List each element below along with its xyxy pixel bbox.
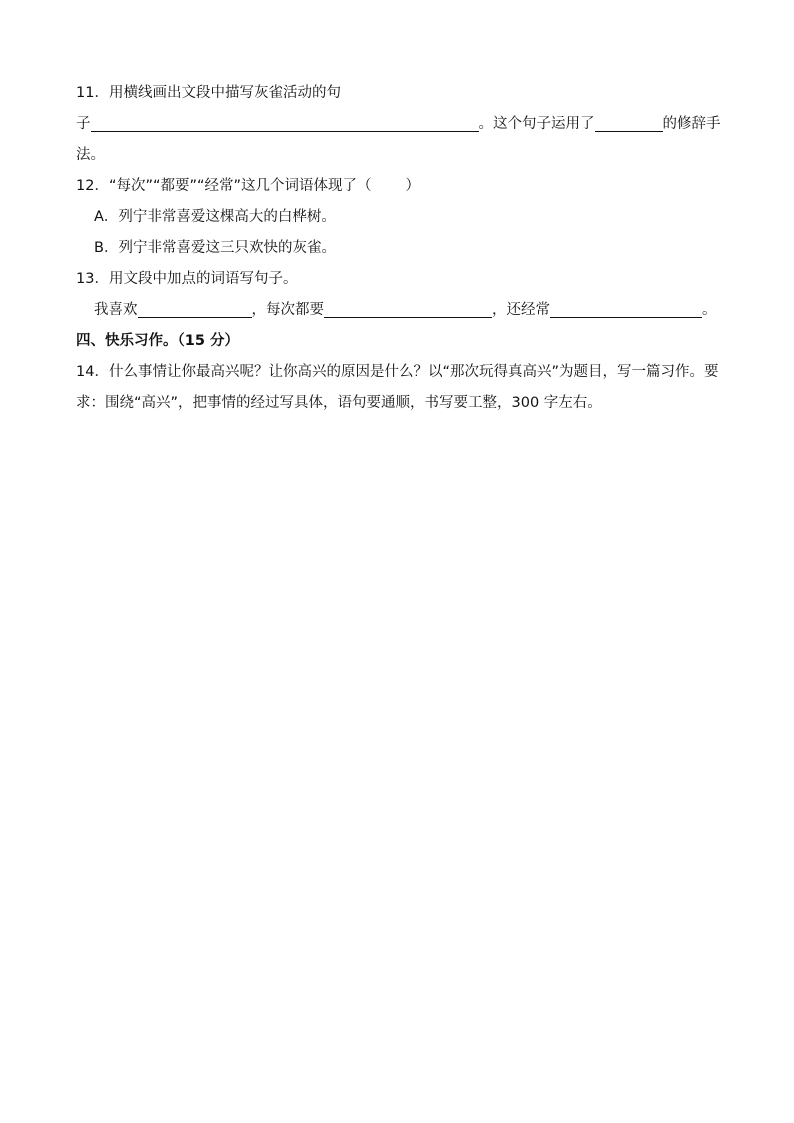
question-11-suffix: 的修辞手 xyxy=(662,116,721,132)
question-13-part-3: ，还经常 xyxy=(492,302,550,318)
question-12-option-a[interactable] xyxy=(76,202,720,233)
section-4-title: 四、快乐习作。（15 分） xyxy=(76,333,239,349)
question-12-close-paren: ） xyxy=(405,178,421,194)
answer-blank-often[interactable] xyxy=(550,299,702,318)
question-11-end: 法。 xyxy=(76,147,105,163)
question-11-line-2 xyxy=(76,109,720,140)
question-13-stem xyxy=(76,264,720,295)
question-11-line-3 xyxy=(76,140,720,171)
question-12-stem xyxy=(76,171,720,202)
question-13-part-1: 我喜欢 xyxy=(94,302,138,318)
option-a-text: A．列宁非常喜爱这棵高大的白桦树。 xyxy=(94,209,336,225)
question-13-part-4: 。 xyxy=(702,302,717,318)
question-12-text: 12．“每次”“都要”“经常”这几个词语体现了（ xyxy=(76,178,372,194)
answer-blank-rhetoric[interactable] xyxy=(595,113,663,132)
question-11-prefix: 子 xyxy=(76,116,91,132)
question-14-line-1 xyxy=(76,357,720,388)
question-14-text-2: 求：围绕“高兴”，把事情的经过写具体，语句要通顺，书写要工整，300 字左右。 xyxy=(76,395,602,411)
question-13-sentence xyxy=(76,295,720,326)
answer-blank-sentence[interactable] xyxy=(91,113,479,132)
question-14-line-2 xyxy=(76,388,720,419)
question-13-part-2: ，每次都要 xyxy=(251,302,324,318)
question-13-text: 13．用文段中加点的词语写句子。 xyxy=(76,271,298,287)
section-4-heading xyxy=(76,326,720,357)
question-11-middle: 。这个句子运用了 xyxy=(478,116,595,132)
question-11-line-1 xyxy=(76,78,720,109)
question-14-text-1: 14．什么事情让你最高兴呢？让你高兴的原因是什么？以“那次玩得真高兴”为题目，写一篇习作。要 xyxy=(76,364,719,380)
worksheet-page xyxy=(76,78,720,419)
question-11-stem: 11．用横线画出文段中描写灰雀活动的句 xyxy=(76,85,341,101)
answer-blank-like[interactable] xyxy=(138,299,252,318)
option-b-text: B．列宁非常喜爱这三只欢快的灰雀。 xyxy=(94,240,336,256)
answer-blank-every-time[interactable] xyxy=(324,299,492,318)
question-12-option-b[interactable] xyxy=(76,233,720,264)
